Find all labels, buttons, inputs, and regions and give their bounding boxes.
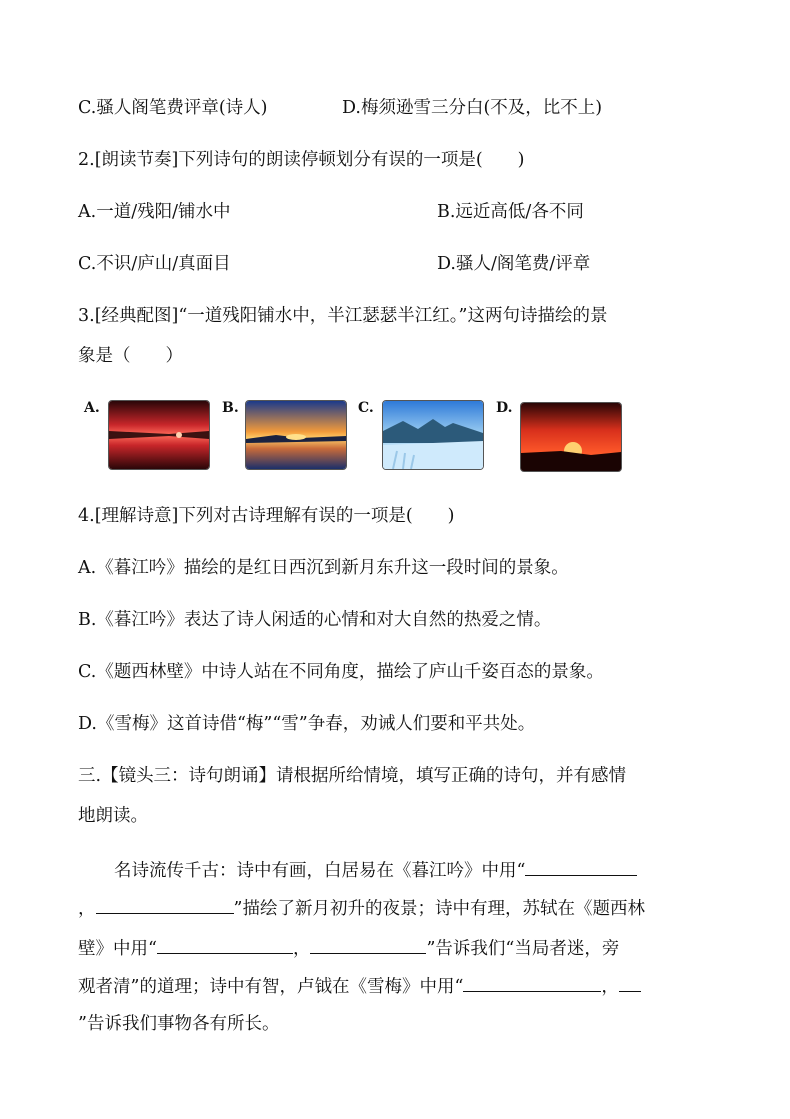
fill-paragraph-line3 — [78, 936, 619, 961]
q3-stem-line2: 象是（ ） — [78, 346, 183, 366]
fill-paragraph-line5: ”告诉我们事物各有所长。 — [78, 1014, 280, 1034]
fill-text-4b: ， — [601, 977, 619, 997]
q4-option-d: D.《雪梅》这首诗借“梅”“雪”争春，劝诫人们要和平共处。 — [78, 714, 536, 734]
answer-blank-4[interactable] — [310, 936, 426, 954]
pic-d-image — [520, 402, 622, 472]
q2-option-c: C.不识/庐山/真面目 — [78, 254, 231, 274]
pic-c-image — [382, 400, 484, 470]
pic-b-label: B. — [222, 400, 239, 416]
fill-paragraph-line2 — [78, 896, 645, 921]
q4-option-b: B.《暮江吟》表达了诗人闲适的心情和对大自然的热爱之情。 — [78, 610, 552, 630]
fill-paragraph-line4 — [78, 974, 641, 999]
pic-c-label: C. — [358, 400, 374, 416]
answer-blank-5[interactable] — [463, 974, 601, 992]
answer-blank-3[interactable] — [157, 936, 293, 954]
q4-option-c: C.《题西林壁》中诗人站在不同角度，描绘了庐山千姿百态的景象。 — [78, 662, 604, 682]
fill-text-4a: 观者清”的道理；诗中有智，卢钺在《雪梅》中用“ — [78, 977, 464, 997]
q4-option-a: A.《暮江吟》描绘的是红日西沉到新月东升这一段时间的景象。 — [78, 558, 569, 578]
q2-stem: 2.[朗读节奏]下列诗句的朗读停顿划分有误的一项是( ) — [78, 150, 525, 170]
fill-text-2a: ， — [78, 899, 96, 919]
q4-stem: 4.[理解诗意]下列对古诗理解有误的一项是( ) — [78, 506, 455, 526]
q2-option-b: B.远近高低/各不同 — [437, 202, 584, 222]
answer-blank-2[interactable] — [96, 896, 234, 914]
sec3-heading-line2: 地朗读。 — [78, 806, 148, 826]
pic-a-label: A. — [84, 400, 100, 416]
fill-text-3a: 壁》中用“ — [78, 939, 157, 959]
answer-blank-1[interactable] — [525, 858, 637, 876]
pic-a-image — [108, 400, 210, 470]
fill-text-2b: ”描绘了新月初升的夜景；诗中有理，苏轼在《题西林 — [233, 899, 645, 919]
fill-paragraph-line1 — [114, 858, 637, 883]
q3-stem-line1: 3.[经典配图]“一道残阳铺水中，半江瑟瑟半江红。”这两句诗描绘的景 — [78, 306, 608, 326]
fill-text-1: 名诗流传千古：诗中有画，白居易在《暮江吟》中用“ — [114, 861, 526, 881]
fill-text-3b: ， — [292, 939, 311, 959]
q1-option-d: D.梅须逊雪三分白(不及，比不上) — [342, 98, 603, 118]
sec3-heading-line1: 三.【镜头三：诗句朗诵】请根据所给情境，填写正确的诗句，并有感情 — [78, 766, 627, 786]
q2-option-d: D.骚人/阁笔费/评章 — [437, 254, 591, 274]
pic-d-label: D. — [496, 400, 513, 416]
pic-b-image — [245, 400, 347, 470]
fill-text-3c: ”告诉我们“当局者迷，旁 — [426, 939, 620, 959]
answer-blank-6[interactable] — [619, 974, 641, 992]
q1-option-c: C.骚人阁笔费评章(诗人) — [78, 98, 268, 118]
q2-option-a: A.一道/残阳/铺水中 — [78, 202, 231, 222]
